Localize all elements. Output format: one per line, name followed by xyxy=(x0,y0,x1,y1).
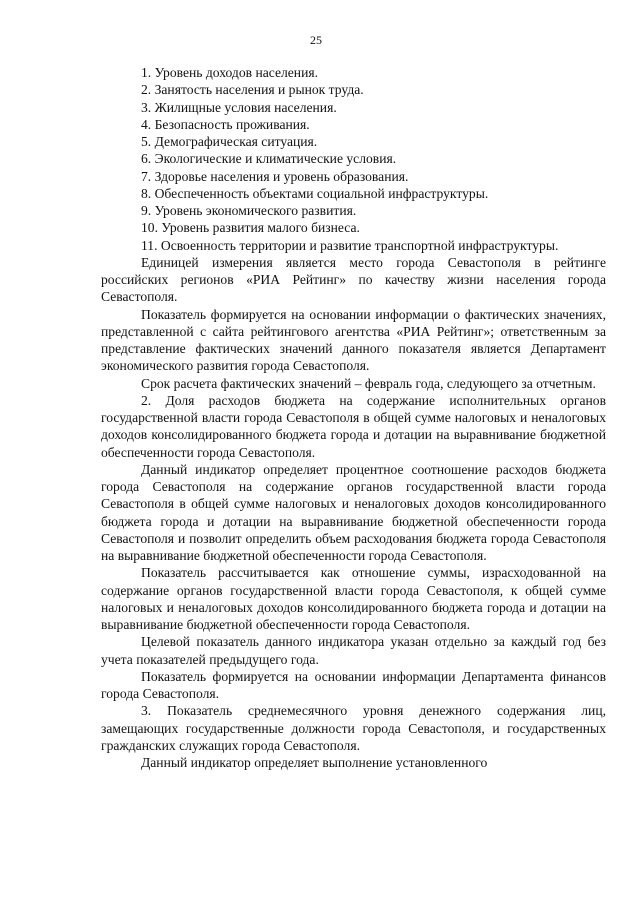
paragraph: Единицей измерения является место города Севастополя в рейтинге российских регионов «РИА Рейтинг» по качеству жизни населения города Севастополя. xyxy=(101,254,606,305)
paragraph: Целевой показатель данного индикатора указан отдельно за каждый год без учета показателей предыдущего года. xyxy=(101,634,606,667)
paragraph: Данный индикатор определяет выполнение установленного xyxy=(141,755,488,770)
list-item: 1. Уровень доходов населения. xyxy=(141,65,319,80)
list-item: 4. Безопасность проживания. xyxy=(141,116,310,132)
list-item: 11. Освоенность территории и развитие транспортной инфраструктуры. xyxy=(141,237,559,253)
paragraph: 2. Доля расходов бюджета на содержание исполнительных органов государственной власти города Севастополя в общей сумме налоговых и неналоговых доходов консолидированного бюджета города и дотации на выравнивание бюджетной обеспеченности города Севастополя. xyxy=(101,392,606,460)
list-item: 9. Уровень экономического развития. xyxy=(141,203,357,218)
list-item: 6. Экологические и климатические условия. xyxy=(141,151,397,167)
paragraph: Срок расчета фактических значений – февраль года, следующего за отчетным. xyxy=(141,375,596,391)
page-number: 25 xyxy=(310,33,322,47)
list-item: 2. Занятость населения и рынок труда. xyxy=(141,82,364,98)
list-item: 5. Демографическая ситуация. xyxy=(141,134,318,149)
list-item: 10. Уровень развития малого бизнеса. xyxy=(141,220,360,236)
paragraph: Показатель формируется на основании информации о фактических значениях, представленной с сайта рейтингового агентства «РИА Рейтинг»; ответственным за представление фактических значений данного показателя является Департамент экономического развития города Севастополя. xyxy=(101,306,606,374)
paragraph: 3. Показатель среднемесячного уровня денежного содержания лиц, замещающих государственные должности города Севастополя, и государственных гражданских служащих города Севастополя. xyxy=(101,703,606,753)
document-body xyxy=(101,64,606,771)
paragraph: Показатель формируется на основании информации Департамента финансов города Севастополя. xyxy=(101,668,606,701)
list-item: 7. Здоровье населения и уровень образования. xyxy=(141,168,409,184)
list-item: 3. Жилищные условия населения. xyxy=(141,99,337,115)
paragraph: Данный индикатор определяет процентное соотношение расходов бюджета города Севастополя на содержание органов государственной власти города Севастополя в общей сумме налоговых и неналоговых доходов консолидированного бюджета города и дотации на выравнивание бюджетной обеспеченности города Севастополя и позволит определить объем расходования бюджета города Севастополя на выравнивание бюджетной обеспеченности города Севастополя. xyxy=(101,461,606,563)
list-item: 8. Обеспеченность объектами социальной инфраструктуры. xyxy=(141,185,489,201)
paragraph: Показатель рассчитывается как отношение суммы, израсходованной на содержание органов государственной власти города Севастополя, к общей сумме налоговых и неналоговых доходов консолидированного бюджета города и дотации на выравнивание бюджетной обеспеченности города Севастополя. xyxy=(101,565,606,632)
